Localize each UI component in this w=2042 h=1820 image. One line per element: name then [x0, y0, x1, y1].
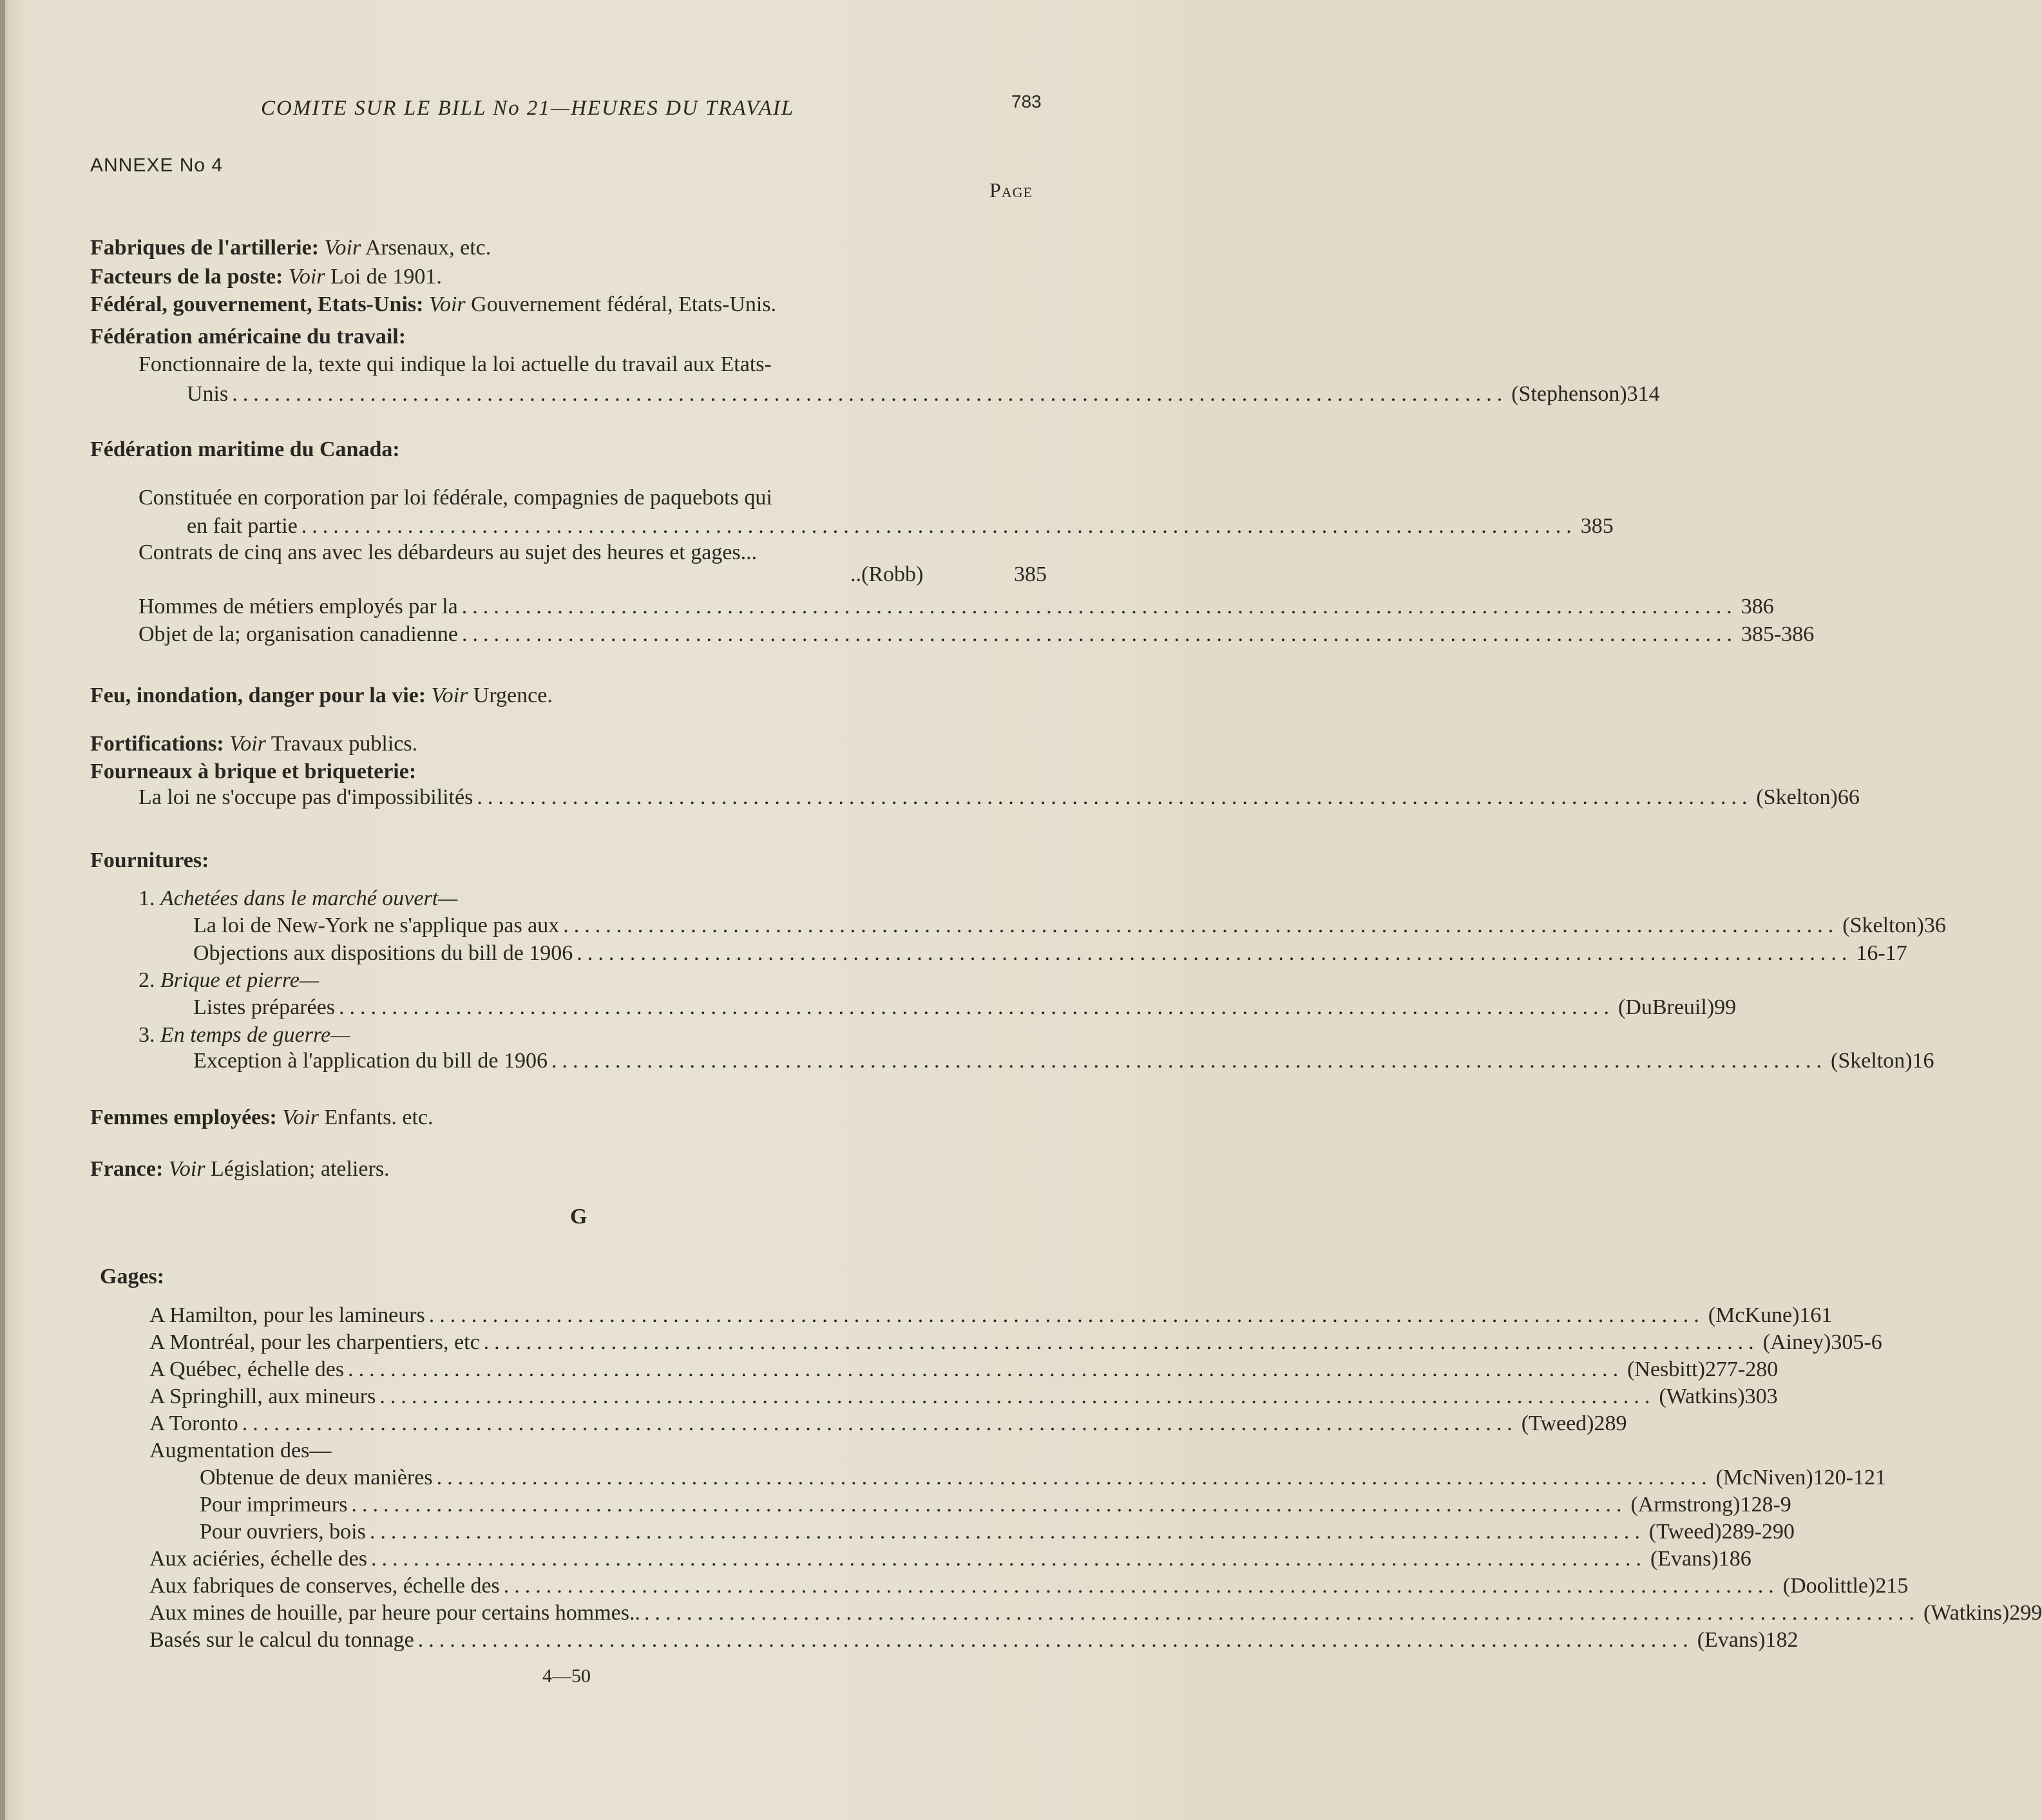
dot-leader: ........................................................................................................................ — [370, 1547, 1646, 1571]
entry-artillerie — [90, 235, 491, 261]
subentry-text: Unis — [187, 382, 229, 406]
page-reference: 99 — [1714, 995, 1737, 1019]
entry-federal — [90, 292, 776, 318]
dot-leader: ........................................................................................................................ — [232, 382, 1508, 406]
speaker-name: (Watkins) — [1923, 1601, 2010, 1625]
voir-label: Voir — [229, 732, 266, 756]
entry-heading: Fédéral, gouvernement, Etats-Unis: — [90, 292, 424, 316]
voir-label: Voir — [288, 265, 325, 289]
entry-facteurs — [90, 264, 442, 290]
dot-leader: ........................................................................................................................ — [551, 1049, 1827, 1073]
speaker-name: (Nesbitt) — [1627, 1357, 1705, 1381]
speaker-name: (Armstrong) — [1630, 1493, 1741, 1517]
list-item — [149, 1600, 2042, 1626]
page-reference: 386 — [1741, 595, 1774, 618]
dot-leader: ........................................................................................................................ — [563, 914, 1839, 937]
subentry-text: A Québec, échelle des — [149, 1357, 345, 1381]
entry-gages — [100, 1264, 164, 1290]
subentry-text: La loi ne s'occupe pas d'impossibilités — [138, 785, 473, 809]
dot-leader: ........................................................................................................................ — [503, 1574, 1779, 1598]
dot-leader: ........................................................................................................................ — [477, 785, 1753, 809]
speaker-name: (Watkins) — [1659, 1384, 1745, 1408]
subentry-text: Pour ouvriers, bois — [200, 1520, 366, 1544]
entry-heading: Gages: — [100, 1265, 165, 1288]
page-reference: 66 — [1837, 785, 1860, 809]
numbered-subhead — [138, 1022, 350, 1048]
page-reference: 314 — [1627, 382, 1660, 406]
page-reference: 161 — [1799, 1303, 1833, 1327]
entry-federation-americaine — [90, 324, 406, 350]
cross-reference: Gouvernement fédéral, Etats-Unis. — [465, 292, 777, 316]
cross-reference: Travaux publics. — [265, 732, 418, 756]
subentry-text: Basés sur le calcul du tonnage — [149, 1628, 414, 1652]
speaker-name: (Ainey) — [1762, 1330, 1831, 1354]
cross-reference: Loi de 1901. — [325, 265, 442, 289]
speaker-name: (Skelton) — [1831, 1049, 1913, 1073]
page-reference: 182 — [1765, 1628, 1799, 1652]
page-column-label: Page — [989, 178, 1033, 202]
speaker-name: (Evans) — [1697, 1628, 1766, 1652]
cross-reference: Urgence. — [468, 684, 553, 707]
dot-leader: ........................................................................................................................ — [436, 1466, 1712, 1490]
page-reference: 385 — [1014, 562, 1047, 586]
page-reference: 128-9 — [1740, 1493, 1791, 1517]
page-reference: 186 — [1718, 1547, 1751, 1571]
numbered-subhead — [138, 968, 319, 993]
dot-leader: ........................................................................................................................ — [577, 941, 1853, 965]
dot-leader: ........................................................................................................................ — [428, 1303, 1704, 1327]
speaker-name: (Evans) — [1650, 1547, 1719, 1571]
entry-heading: Fédération américaine du travail: — [90, 325, 406, 349]
subentry-text: Pour imprimeurs — [200, 1493, 348, 1517]
list-item — [149, 1411, 1627, 1437]
entry-heading: France: — [90, 1157, 164, 1181]
page-reference: 36 — [1923, 914, 1946, 937]
entry-heading: Facteurs de la poste: — [90, 265, 283, 289]
dot-leader: ........................................................................................................................ — [461, 622, 1737, 646]
page-reference: 289 — [1594, 1412, 1627, 1435]
dot-leader: ........................................................................................................................ — [338, 995, 1614, 1019]
page-reference: 215 — [1875, 1574, 1909, 1598]
entry-heading: Fournitures: — [90, 848, 209, 872]
entry-heading: Feu, inondation, danger pour la vie: — [90, 684, 426, 707]
list-item — [149, 1546, 1751, 1572]
list-item — [200, 1519, 1795, 1545]
subentry-text: La loi de New-York ne s'applique pas aux — [193, 914, 560, 937]
annex-label: ANNEXE No 4 — [90, 155, 224, 176]
entry-feu — [90, 683, 553, 709]
section-letter: G — [570, 1205, 587, 1229]
subentry-line — [138, 594, 1774, 620]
entry-heading: Fourneaux à brique et briqueterie: — [90, 760, 417, 783]
list-item — [149, 1627, 1799, 1653]
entry-france — [90, 1156, 390, 1182]
subentry-text: Constituée en corporation par loi fédérale, compagnies de paquebots qui — [138, 486, 772, 510]
item-number: 3. — [138, 1023, 155, 1047]
page-reference: 16 — [1912, 1049, 1934, 1073]
subentry-text: A Toronto — [149, 1412, 238, 1435]
subhead-title: Brique et pierre— — [160, 968, 320, 992]
subentry-text: A Montréal, pour les charpentiers, etc — [149, 1330, 480, 1354]
voir-label: Voir — [431, 684, 468, 707]
subentry-line — [187, 381, 1660, 407]
subentry-text: Aux mines de houille, par heure pour certains hommes.. — [149, 1601, 640, 1625]
entry-federation-maritime — [90, 437, 400, 463]
voir-label: Voir — [168, 1157, 205, 1181]
dot-leader: ........................................................................................................................ — [644, 1601, 1920, 1625]
subentry-line — [193, 913, 1946, 939]
speaker-name: (McNiven) — [1715, 1466, 1813, 1490]
list-item — [149, 1384, 1778, 1410]
speaker-name: (Tweed) — [1648, 1520, 1722, 1544]
page-number: 783 — [1011, 91, 1042, 111]
dot-leader: ........................................................................................................................ — [369, 1520, 1645, 1544]
entry-heading: Fédération maritime du Canada: — [90, 437, 400, 461]
voir-label: Voir — [282, 1106, 320, 1129]
subentry-line — [193, 995, 1737, 1020]
subentry-text: Objections aux dispositions du bill de 1906 — [193, 941, 573, 965]
subentry-text: Fonctionnaire de la, texte qui indique la loi actuelle du travail aux Etats- — [138, 352, 772, 376]
page-reference: 385 — [1580, 514, 1614, 538]
page-footer: 4—50 — [542, 1665, 591, 1687]
list-item — [149, 1357, 1779, 1383]
list-item — [200, 1492, 1791, 1518]
cross-reference: Enfants. etc. — [319, 1106, 434, 1129]
entry-fournitures — [90, 848, 209, 874]
page-reference: 16-17 — [1856, 941, 1907, 965]
subentry-text: A Hamilton, pour les lamineurs — [149, 1303, 425, 1327]
entry-fourneaux — [90, 759, 416, 785]
page-reference: 289-290 — [1721, 1520, 1795, 1544]
speaker-name: (Stephenson) — [1511, 382, 1627, 406]
subentry-line — [193, 1048, 1934, 1074]
cross-reference: Législation; ateliers. — [205, 1157, 390, 1181]
dot-leader: ........................................................................................................................ — [242, 1412, 1518, 1435]
voir-label: Voir — [324, 236, 361, 260]
page-reference: 277-280 — [1704, 1357, 1779, 1381]
subentry-line — [193, 941, 1907, 966]
cross-reference: Arsenaux, etc. — [361, 236, 491, 260]
subentry-text: Objet de la; organisation canadienne — [138, 622, 458, 646]
list-item — [149, 1303, 1833, 1328]
list-item — [149, 1573, 1909, 1599]
running-head: COMITE SUR LE BILL No 21—HEURES DU TRAVAIL — [261, 97, 795, 120]
dot-leader: ........................................................................................................................ — [348, 1357, 1624, 1381]
subentry-line — [138, 785, 1860, 810]
dot-leader: ........................................................................................................................ — [461, 595, 1737, 618]
subentry-line — [850, 562, 1047, 588]
subentry-text: Hommes de métiers employés par la — [138, 595, 458, 618]
entry-heading: Fortifications: — [90, 732, 224, 756]
speaker-name: (Skelton) — [1756, 785, 1838, 809]
page-reference: 299 — [2009, 1601, 2042, 1625]
list-item — [149, 1330, 1882, 1355]
subentry-text: Obtenue de deux manières — [200, 1466, 433, 1490]
item-number: 2. — [138, 968, 155, 992]
speaker-name: (Tweed) — [1521, 1412, 1594, 1435]
subentry-text: en fait partie — [187, 514, 298, 538]
page-reference: 305-6 — [1831, 1330, 1882, 1354]
item-number: 1. — [138, 886, 155, 910]
dot-leader: ........................................................................................................................ — [417, 1628, 1694, 1652]
subhead-title: Achetées dans le marché ouvert— — [160, 886, 458, 910]
dot-leader: ........................................................................................................................ — [483, 1330, 1759, 1354]
entry-fortifications — [90, 731, 417, 757]
page-reference: 303 — [1744, 1384, 1778, 1408]
dot-leader: ........................................................................................................................ — [351, 1493, 1627, 1517]
dot-leader: ........................................................................................................................ — [379, 1384, 1656, 1408]
entry-heading: Femmes employées: — [90, 1106, 277, 1129]
dot-leader: ........................................................................................................................ — [301, 514, 1577, 538]
page-gutter — [0, 0, 5, 1820]
subentry-text: Aux fabriques de conserves, échelle des — [149, 1574, 500, 1598]
speaker-name: (Doolittle) — [1782, 1574, 1876, 1598]
entry-heading: Fabriques de l'artillerie: — [90, 236, 320, 260]
subentry-line — [187, 513, 1614, 539]
subentry-line — [138, 622, 1815, 647]
page-reference: 120-121 — [1813, 1466, 1886, 1490]
subentry-text: Exception à l'application du bill de 1906 — [193, 1049, 548, 1073]
speaker-name: (DuBreuil) — [1617, 995, 1715, 1019]
subentry-text: Aux aciéries, échelle des — [149, 1547, 367, 1571]
subentry-text: Listes préparées — [193, 995, 335, 1019]
speaker-name: (McKune) — [1708, 1303, 1800, 1327]
subentry-text: Contrats de cinq ans avec les débardeurs au sujet des heures et gages... — [138, 541, 758, 564]
entry-femmes — [90, 1105, 434, 1131]
subentry-text: A Springhill, aux mineurs — [149, 1384, 376, 1408]
list-item — [200, 1465, 1886, 1491]
subhead-augmentation: Augmentation des— — [149, 1439, 332, 1462]
voir-label: Voir — [428, 292, 466, 316]
numbered-subhead — [138, 886, 457, 912]
speaker-name: ..(Robb) — [850, 562, 924, 586]
page-reference: 385-386 — [1741, 622, 1815, 646]
speaker-name: (Skelton) — [1842, 914, 1924, 937]
subhead-title: En temps de guerre— — [160, 1023, 350, 1047]
